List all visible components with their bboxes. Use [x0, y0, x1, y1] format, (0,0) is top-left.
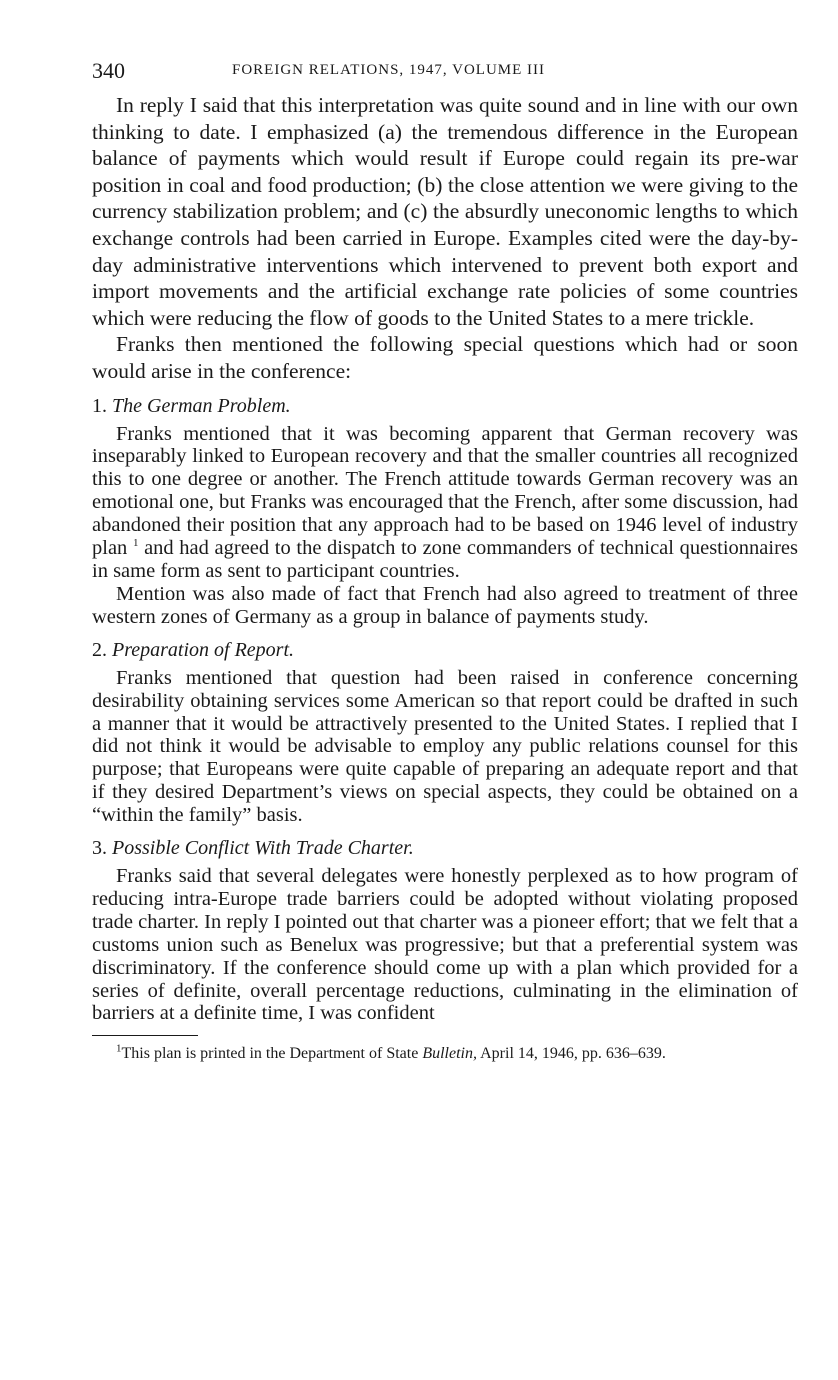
document-page: [92, 56, 798, 1063]
running-header: [92, 56, 798, 88]
footnote-text: April 14, 1946, pp. 636–639.: [480, 1045, 666, 1063]
section-number: 2.: [92, 638, 107, 661]
footnote-publication: Bulletin,: [422, 1045, 477, 1063]
section-title: The German Problem.: [112, 394, 291, 417]
section-number: 3.: [92, 837, 107, 860]
footnote-marker: 1: [116, 1043, 122, 1056]
footnote-divider: [92, 1035, 198, 1036]
paragraph-german-recovery: [92, 423, 798, 583]
section-number: 1.: [92, 394, 107, 417]
section-heading-preparation-report: [92, 637, 798, 663]
section-title: Possible Conflict With Trade Charter.: [112, 837, 414, 860]
footnote-text: This plan is printed in the Department of State: [121, 1045, 419, 1063]
paragraph-trade-barriers: Franks said that several delegates were honestly perplexed as to how program of reducing intra-Europe trade barriers could be adopted without violating proposed trade charter. In reply I pointed out that charter was a pioneer effort; that we felt that a customs union such as Benelux was progressive; but that a preferential system was discriminatory. If the conference should come up with a plan which provided for a series of definite, overall percentage reductions, culminating in the elimination of barriers at a definite time, I was confident: [92, 865, 798, 1025]
running-title: FOREIGN RELATIONS, 1947, VOLUME III: [232, 62, 546, 78]
paragraph-public-relations: Franks mentioned that question had been raised in conference concerning desirability obtaining services some American so that report could be drafted in such a manner that it would be attractively presented to the United States. I replied that I did not think it would be advisable to employ any public relations counsel for this purpose; that Europeans were quite capable of preparing an adequate report and that if they desired Department’s views on special aspects, they could be obtained on a “within the family” basis.: [92, 666, 798, 827]
paragraph-western-zones: Mention was also made of fact that French had also agreed to treatment of three western zones of Germany as a group in balance of payments study.: [92, 582, 798, 628]
section-heading-trade-charter: [92, 835, 798, 861]
paragraph-reply: In reply I said that this interpretation was quite sound and in line with our own thinking to date. I emphasized (a) the tremendous difference in the European balance of payments which would result if Europe could regain its pre-war position in coal and food production; (b) the close attention we were giving to the currency stabilization problem; and (c) the absurdly uneconomic lengths to which exchange controls had been carried in Europe. Examples cited were the day-by-day administrative interventions which intervened to prevent both export and import movements and the artificial exchange rate policies of some countries which were reducing the flow of goods to the United States to a mere trickle.: [92, 93, 798, 330]
footnote-reference: 1: [132, 537, 139, 550]
section-heading-german-problem: [92, 393, 798, 419]
paragraph-special-questions: Franks then mentioned the following special questions which had or soon would arise in the conference:: [92, 332, 798, 383]
section-title: Preparation of Report.: [112, 638, 295, 661]
paragraph-text: and had agreed to the dispatch to zone commanders of technical questionnaires in same form as sent to participant countries.: [92, 537, 799, 582]
footnote: [92, 1044, 798, 1063]
paragraph-text: Franks mentioned that it was becoming apparent that German recovery was inseparably linked to European recovery and that the smaller countries all recognized this to one degree or another. The French attitude towards German recovery was an emotional one, but Franks was encouraged that the French, after some discussion, had abandoned their position that any approach had to be based on 1946 level of industry plan: [92, 422, 798, 560]
page-number: 340: [92, 58, 125, 83]
